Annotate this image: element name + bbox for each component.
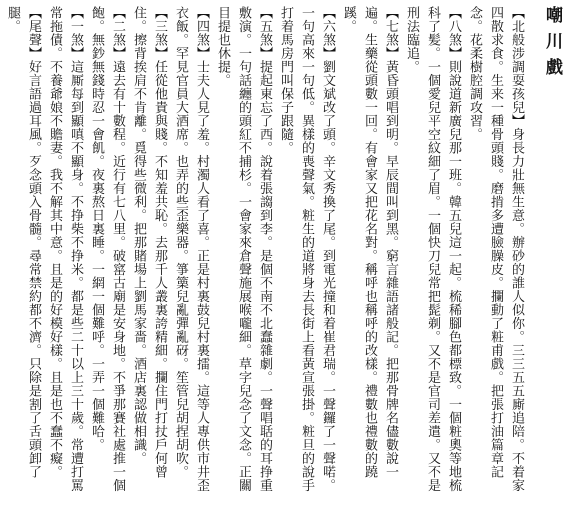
verse-6: 【三煞】任從他貴與賤。不知羞共恥。去那千人叢裏誇精細。攔住門打扙戶何曾住。擦背挨肩不肯離。覓得些微利。把那賭場上劉馬家嗇。酒店裏認做相識。 (131, 6, 167, 479)
verse-0: 【北般涉調耍孩兒】身長力壯無生意。辦砂的誰人似你。三三五五廝追陪。不着家四散求食。生来一種骨頭賤。磨掯多遭臉臊皮。攔動了粧甫戲。把張打油篇章記念。花柔樹腔調攻習。 (467, 6, 524, 492)
verse-4: 【五煞】提起東忘了西。說着張謅到李。是個不南不北蠢雜劇。一聲唱聒的耳挣重敷演。一句話纏的頭紅不捕杉。一會家來倉聲施展喉嚨細。草字兒念了文念。正關目提也休提。 (215, 6, 272, 492)
verse-9: 【尾聲】好言語過耳風。歹念頭入骨髓。尋常禁約都不濟。只除是割了舌頭卸了腿。 (5, 6, 41, 479)
verse-8: 【一煞】這厮每到顯嗔不顯身。不挣柴不挣米。都是些二十以上三十歲。常遭打罵常拖債。不養爺娘不贍妻。我不解其中意。且是的好模好樣。且是也不蠢不癡。 (47, 6, 83, 492)
verse-2: 【七煞】黃昏頭唱到明。早辰間叫到黑。窮言雜語諸般記。把那骨牌名儘數說一遍。生藥從頭數一回。有會家又把花名對。稱呼也稱呼的改樣。禮數也禮數的蹺蹊。 (341, 6, 398, 479)
signature (0, 12, 2, 498)
poem-body (5, 6, 527, 498)
verse-7: 【二煞】遠去有十數程。近行有七八里。破窰古廟是安身地。不爭那賽社處推一個飽。無鈔無錢時忍一會飢。夜裏熬日裏睡。一網一個難呼。一弄一個難哈。 (89, 6, 125, 492)
verse-5: 【四煞】士夫人見了羞。村濁人看了喜。正是村裏鼓兒村裏擂。這等人專供市井歪衣飯。罕見官員大酒席。也弄的些歪樂器。箏篥兒亂彈亂砑。笙管兒胡捏胡吹。 (173, 6, 209, 492)
verse-1: 【八煞】則說道新廣兒那一班。韓五兒這一起。梳稀腳色都標致。一個粧奧等地梳科了髪。一個愛兒平空紋細了眉。一個快刀兒常把髭剃。又不是官司差遣。又不是刑法臨追。 (404, 6, 461, 492)
verse-3: 【六煞】劉文斌改了頭。辛文秀換了尾。到電光撞和着崔君瑞。一聲鑼了一聲喏。一句高來一句低。異樣的喪聲氣。粧生的道將身去長街上看黃宣張掛。粧旦的說手打着馬房門叫保子跟隨。 (278, 6, 335, 492)
poem-title: 嘲川戲 (542, 6, 562, 84)
